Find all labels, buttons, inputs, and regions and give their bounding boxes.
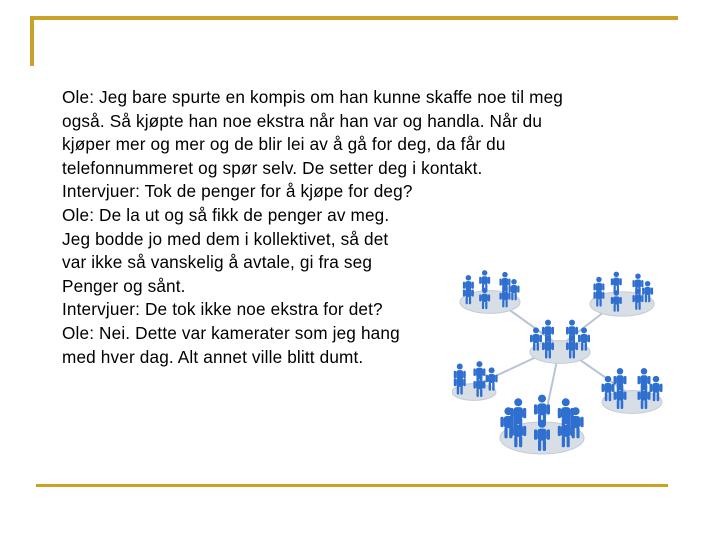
text-line: med hver dag. Alt annet ville blitt dumt. [62, 346, 364, 367]
text-line: telefonnummeret og spør selv. De setter deg i kontakt. [62, 157, 483, 178]
text-line: Jeg bodde jo med dem i kollektivet, så det [62, 228, 389, 249]
text-line: Intervjuer: Tok de penger for å kjøpe for deg? [62, 181, 413, 202]
text-line: Penger og sånt. [62, 275, 186, 296]
text-line: Ole: De la ut og så fikk de penger av meg. [62, 204, 390, 225]
network-of-people-icon [452, 236, 668, 472]
text-line: Ole: Nei. Dette var kamerater som jeg hang [62, 322, 400, 343]
text-line: Ole: Jeg bare spurte en kompis om han kunne skaffe noe til meg [62, 87, 564, 107]
text-line: kjøper mer og mer og de blir lei av å gå for deg, da får du [62, 134, 506, 155]
text-line: også. Så kjøpte han noe ekstra når han var og handla. Når du [62, 110, 543, 131]
frame-top-rule [30, 16, 678, 20]
text-line: Intervjuer: De tok ikke noe ekstra for det? [62, 299, 383, 320]
frame-left-rule [30, 16, 34, 66]
frame-bottom-rule [36, 484, 668, 487]
text-line: var ikke så vanskelig å avtale, gi fra seg [62, 252, 373, 273]
person-figure [611, 272, 622, 293]
